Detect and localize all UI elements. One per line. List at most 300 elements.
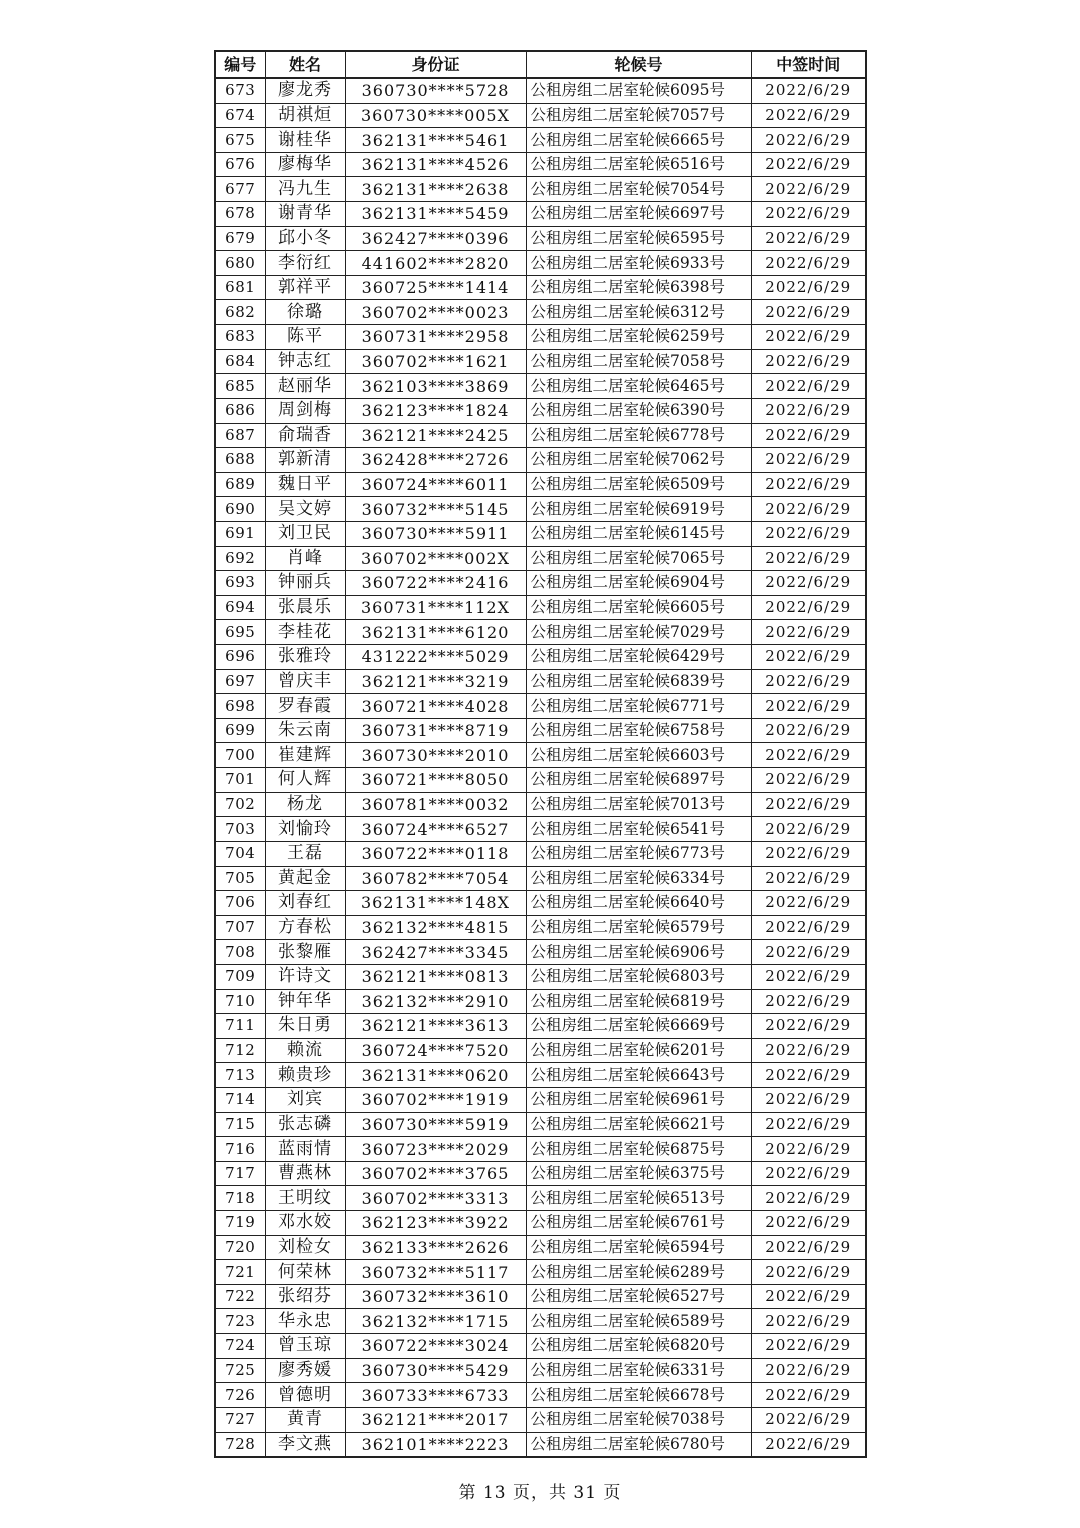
cell-id-card: 360731****112X	[345, 595, 526, 620]
cell-name: 肖峰	[265, 546, 345, 571]
cell-queue-number: 公租房组二居室轮候6145号	[526, 521, 751, 546]
cell-queue-number: 公租房组二居室轮候7062号	[526, 448, 751, 473]
cell-queue-number: 公租房组二居室轮候6621号	[526, 1112, 751, 1137]
cell-queue-number: 公租房组二居室轮候6961号	[526, 1087, 751, 1112]
table-row	[215, 1087, 866, 1112]
cell-no: 695	[215, 620, 265, 645]
table-row	[215, 1161, 866, 1186]
cell-sign-time: 2022/6/29	[751, 497, 866, 522]
cell-id-card: 362131****2638	[345, 177, 526, 202]
cell-no: 719	[215, 1211, 265, 1236]
cell-sign-time: 2022/6/29	[751, 1235, 866, 1260]
cell-no: 714	[215, 1087, 265, 1112]
cell-no: 712	[215, 1038, 265, 1063]
header-no: 编号	[215, 51, 265, 78]
cell-no: 691	[215, 521, 265, 546]
cell-sign-time: 2022/6/29	[751, 940, 866, 965]
cell-sign-time: 2022/6/29	[751, 521, 866, 546]
cell-no: 715	[215, 1112, 265, 1137]
cell-sign-time: 2022/6/29	[751, 128, 866, 153]
table-row	[215, 521, 866, 546]
cell-name: 钟年华	[265, 989, 345, 1014]
cell-id-card: 360731****8719	[345, 718, 526, 743]
cell-no: 710	[215, 989, 265, 1014]
table-row	[215, 1063, 866, 1088]
cell-id-card: 362103****3869	[345, 374, 526, 399]
cell-sign-time: 2022/6/29	[751, 743, 866, 768]
cell-queue-number: 公租房组二居室轮候6513号	[526, 1186, 751, 1211]
cell-no: 717	[215, 1161, 265, 1186]
cell-no: 694	[215, 595, 265, 620]
cell-name: 曾玉琼	[265, 1334, 345, 1359]
cell-no: 684	[215, 349, 265, 374]
cell-name: 廖梅华	[265, 152, 345, 177]
cell-name: 朱日勇	[265, 1014, 345, 1039]
cell-id-card: 362121****2425	[345, 423, 526, 448]
cell-no: 687	[215, 423, 265, 448]
cell-queue-number: 公租房组二居室轮候6429号	[526, 645, 751, 670]
cell-queue-number: 公租房组二居室轮候6595号	[526, 226, 751, 251]
cell-name: 王明纹	[265, 1186, 345, 1211]
cell-name: 邱小冬	[265, 226, 345, 251]
cell-sign-time: 2022/6/29	[751, 866, 866, 891]
cell-name: 周剑梅	[265, 398, 345, 423]
cell-name: 张晨乐	[265, 595, 345, 620]
cell-sign-time: 2022/6/29	[751, 472, 866, 497]
cell-no: 692	[215, 546, 265, 571]
cell-queue-number: 公租房组二居室轮候6771号	[526, 694, 751, 719]
table-row	[215, 202, 866, 227]
cell-id-card: 362132****2910	[345, 989, 526, 1014]
cell-no: 722	[215, 1284, 265, 1309]
cell-queue-number: 公租房组二居室轮候6259号	[526, 325, 751, 350]
cell-sign-time: 2022/6/29	[751, 1161, 866, 1186]
cell-sign-time: 2022/6/29	[751, 1358, 866, 1383]
cell-queue-number: 公租房组二居室轮候6897号	[526, 768, 751, 793]
table-row	[215, 792, 866, 817]
table-row	[215, 866, 866, 891]
cell-name: 赖贵珍	[265, 1063, 345, 1088]
cell-sign-time: 2022/6/29	[751, 349, 866, 374]
cell-id-card: 362428****2726	[345, 448, 526, 473]
cell-id-card: 360722****0118	[345, 841, 526, 866]
cell-no: 727	[215, 1407, 265, 1432]
cell-name: 吴文婷	[265, 497, 345, 522]
table-row	[215, 398, 866, 423]
table-row	[215, 645, 866, 670]
cell-no: 725	[215, 1358, 265, 1383]
cell-id-card: 362121****0813	[345, 964, 526, 989]
cell-name: 刘愉玲	[265, 817, 345, 842]
cell-sign-time: 2022/6/29	[751, 841, 866, 866]
table-row	[215, 743, 866, 768]
cell-sign-time: 2022/6/29	[751, 1038, 866, 1063]
cell-queue-number: 公租房组二居室轮候6665号	[526, 128, 751, 153]
cell-sign-time: 2022/6/29	[751, 1383, 866, 1408]
cell-no: 708	[215, 940, 265, 965]
page-number: 第 13 页，共 31 页	[458, 1483, 622, 1503]
cell-id-card: 362427****0396	[345, 226, 526, 251]
header-sign-time: 中签时间	[751, 51, 866, 78]
cell-sign-time: 2022/6/29	[751, 546, 866, 571]
cell-no: 698	[215, 694, 265, 719]
cell-name: 华永忠	[265, 1309, 345, 1334]
cell-name: 蓝雨情	[265, 1137, 345, 1162]
cell-name: 刘卫民	[265, 521, 345, 546]
table-row	[215, 1235, 866, 1260]
cell-id-card: 362121****3219	[345, 669, 526, 694]
cell-sign-time: 2022/6/29	[751, 202, 866, 227]
cell-no: 709	[215, 964, 265, 989]
cell-sign-time: 2022/6/29	[751, 645, 866, 670]
cell-queue-number: 公租房组二居室轮候6398号	[526, 275, 751, 300]
lottery-results-table	[214, 50, 867, 1458]
cell-sign-time: 2022/6/29	[751, 1137, 866, 1162]
cell-queue-number: 公租房组二居室轮候6334号	[526, 866, 751, 891]
cell-sign-time: 2022/6/29	[751, 300, 866, 325]
cell-no: 680	[215, 251, 265, 276]
table-row	[215, 669, 866, 694]
cell-name: 魏日平	[265, 472, 345, 497]
cell-id-card: 360732****3610	[345, 1284, 526, 1309]
table-row	[215, 915, 866, 940]
cell-id-card: 362133****2626	[345, 1235, 526, 1260]
cell-sign-time: 2022/6/29	[751, 251, 866, 276]
cell-queue-number: 公租房组二居室轮候6803号	[526, 964, 751, 989]
table-row	[215, 1334, 866, 1359]
cell-no: 686	[215, 398, 265, 423]
cell-name: 曾德明	[265, 1383, 345, 1408]
cell-no: 679	[215, 226, 265, 251]
table-row	[215, 226, 866, 251]
cell-name: 曹燕林	[265, 1161, 345, 1186]
cell-sign-time: 2022/6/29	[751, 1014, 866, 1039]
table-row	[215, 989, 866, 1014]
cell-id-card: 360722****3024	[345, 1334, 526, 1359]
cell-name: 谢桂华	[265, 128, 345, 153]
cell-name: 罗春霞	[265, 694, 345, 719]
cell-queue-number: 公租房组二居室轮候6289号	[526, 1260, 751, 1285]
cell-name: 廖龙秀	[265, 78, 345, 103]
cell-queue-number: 公租房组二居室轮候6603号	[526, 743, 751, 768]
cell-no: 681	[215, 275, 265, 300]
cell-id-card: 360702****0023	[345, 300, 526, 325]
table-row	[215, 103, 866, 128]
cell-queue-number: 公租房组二居室轮候6839号	[526, 669, 751, 694]
cell-id-card: 360702****002X	[345, 546, 526, 571]
cell-no: 676	[215, 152, 265, 177]
cell-name: 刘春红	[265, 891, 345, 916]
cell-sign-time: 2022/6/29	[751, 103, 866, 128]
cell-queue-number: 公租房组二居室轮候7029号	[526, 620, 751, 645]
table-row	[215, 1260, 866, 1285]
cell-id-card: 360782****7054	[345, 866, 526, 891]
cell-no: 685	[215, 374, 265, 399]
cell-no: 675	[215, 128, 265, 153]
cell-queue-number: 公租房组二居室轮候6697号	[526, 202, 751, 227]
cell-no: 673	[215, 78, 265, 103]
cell-sign-time: 2022/6/29	[751, 398, 866, 423]
cell-no: 701	[215, 768, 265, 793]
cell-queue-number: 公租房组二居室轮候6819号	[526, 989, 751, 1014]
table-row	[215, 448, 866, 473]
cell-id-card: 360730****5429	[345, 1358, 526, 1383]
cell-id-card: 360781****0032	[345, 792, 526, 817]
table-row	[215, 472, 866, 497]
cell-id-card: 362132****1715	[345, 1309, 526, 1334]
cell-queue-number: 公租房组二居室轮候6527号	[526, 1284, 751, 1309]
cell-id-card: 360730****5911	[345, 521, 526, 546]
cell-no: 689	[215, 472, 265, 497]
cell-queue-number: 公租房组二居室轮候7057号	[526, 103, 751, 128]
cell-id-card: 360731****2958	[345, 325, 526, 350]
cell-no: 690	[215, 497, 265, 522]
cell-sign-time: 2022/6/29	[751, 1211, 866, 1236]
cell-no: 703	[215, 817, 265, 842]
header-name: 姓名	[265, 51, 345, 78]
cell-id-card: 441602****2820	[345, 251, 526, 276]
cell-sign-time: 2022/6/29	[751, 1284, 866, 1309]
cell-queue-number: 公租房组二居室轮候6605号	[526, 595, 751, 620]
cell-name: 刘宾	[265, 1087, 345, 1112]
cell-no: 706	[215, 891, 265, 916]
cell-name: 王磊	[265, 841, 345, 866]
cell-no: 707	[215, 915, 265, 940]
table-row	[215, 1211, 866, 1236]
cell-id-card: 360721****4028	[345, 694, 526, 719]
cell-id-card: 360723****2029	[345, 1137, 526, 1162]
cell-sign-time: 2022/6/29	[751, 571, 866, 596]
table-row	[215, 177, 866, 202]
table-body	[215, 78, 866, 1457]
cell-name: 郭新清	[265, 448, 345, 473]
cell-name: 邓水姣	[265, 1211, 345, 1236]
cell-id-card: 360733****6733	[345, 1383, 526, 1408]
cell-id-card: 362131****0620	[345, 1063, 526, 1088]
cell-id-card: 360702****1621	[345, 349, 526, 374]
cell-no: 697	[215, 669, 265, 694]
cell-id-card: 360702****1919	[345, 1087, 526, 1112]
cell-no: 711	[215, 1014, 265, 1039]
cell-sign-time: 2022/6/29	[751, 423, 866, 448]
cell-sign-time: 2022/6/29	[751, 915, 866, 940]
cell-queue-number: 公租房组二居室轮候6589号	[526, 1309, 751, 1334]
table-row	[215, 275, 866, 300]
cell-sign-time: 2022/6/29	[751, 989, 866, 1014]
cell-no: 723	[215, 1309, 265, 1334]
cell-id-card: 360732****5117	[345, 1260, 526, 1285]
table-row	[215, 595, 866, 620]
cell-sign-time: 2022/6/29	[751, 275, 866, 300]
table-row	[215, 349, 866, 374]
cell-id-card: 431222****5029	[345, 645, 526, 670]
cell-no: 700	[215, 743, 265, 768]
cell-sign-time: 2022/6/29	[751, 1087, 866, 1112]
cell-name: 廖秀媛	[265, 1358, 345, 1383]
cell-no: 688	[215, 448, 265, 473]
cell-name: 徐璐	[265, 300, 345, 325]
cell-sign-time: 2022/6/29	[751, 1186, 866, 1211]
cell-queue-number: 公租房组二居室轮候6465号	[526, 374, 751, 399]
table-row	[215, 374, 866, 399]
cell-name: 崔建辉	[265, 743, 345, 768]
cell-sign-time: 2022/6/29	[751, 891, 866, 916]
table-row	[215, 620, 866, 645]
cell-queue-number: 公租房组二居室轮候6509号	[526, 472, 751, 497]
cell-sign-time: 2022/6/29	[751, 595, 866, 620]
table-row	[215, 1137, 866, 1162]
cell-sign-time: 2022/6/29	[751, 1260, 866, 1285]
cell-queue-number: 公租房组二居室轮候6312号	[526, 300, 751, 325]
table-row	[215, 1383, 866, 1408]
cell-sign-time: 2022/6/29	[751, 694, 866, 719]
cell-no: 724	[215, 1334, 265, 1359]
table-row	[215, 1186, 866, 1211]
cell-no: 682	[215, 300, 265, 325]
cell-sign-time: 2022/6/29	[751, 374, 866, 399]
cell-no: 721	[215, 1260, 265, 1285]
cell-sign-time: 2022/6/29	[751, 1334, 866, 1359]
header-row	[215, 51, 866, 78]
cell-id-card: 360732****5145	[345, 497, 526, 522]
cell-id-card: 360721****8050	[345, 768, 526, 793]
cell-queue-number: 公租房组二居室轮候6640号	[526, 891, 751, 916]
table-row	[215, 78, 866, 103]
cell-queue-number: 公租房组二居室轮候6778号	[526, 423, 751, 448]
cell-name: 张志磷	[265, 1112, 345, 1137]
table-row	[215, 251, 866, 276]
table-row	[215, 1358, 866, 1383]
cell-name: 郭祥平	[265, 275, 345, 300]
cell-id-card: 362427****3345	[345, 940, 526, 965]
cell-queue-number: 公租房组二居室轮候6933号	[526, 251, 751, 276]
cell-name: 张黎雁	[265, 940, 345, 965]
cell-name: 黄起金	[265, 866, 345, 891]
cell-name: 胡祺烜	[265, 103, 345, 128]
cell-id-card: 362131****4526	[345, 152, 526, 177]
table-row	[215, 571, 866, 596]
table-row	[215, 1432, 866, 1457]
cell-queue-number: 公租房组二居室轮候7013号	[526, 792, 751, 817]
cell-name: 赵丽华	[265, 374, 345, 399]
cell-name: 钟志红	[265, 349, 345, 374]
cell-name: 何人辉	[265, 768, 345, 793]
cell-queue-number: 公租房组二居室轮候6875号	[526, 1137, 751, 1162]
table-row	[215, 152, 866, 177]
cell-queue-number: 公租房组二居室轮候6919号	[526, 497, 751, 522]
cell-queue-number: 公租房组二居室轮候6643号	[526, 1063, 751, 1088]
cell-id-card: 362121****3613	[345, 1014, 526, 1039]
cell-sign-time: 2022/6/29	[751, 768, 866, 793]
cell-name: 何荣林	[265, 1260, 345, 1285]
cell-name: 俞瑞香	[265, 423, 345, 448]
header-id-card: 身份证	[345, 51, 526, 78]
cell-name: 杨龙	[265, 792, 345, 817]
cell-no: 693	[215, 571, 265, 596]
cell-no: 702	[215, 792, 265, 817]
cell-name: 张雅玲	[265, 645, 345, 670]
cell-queue-number: 公租房组二居室轮候6904号	[526, 571, 751, 596]
table-row	[215, 128, 866, 153]
cell-name: 李衍红	[265, 251, 345, 276]
cell-name: 黄青	[265, 1407, 345, 1432]
cell-no: 720	[215, 1235, 265, 1260]
cell-id-card: 362131****148X	[345, 891, 526, 916]
cell-queue-number: 公租房组二居室轮候6541号	[526, 817, 751, 842]
cell-sign-time: 2022/6/29	[751, 669, 866, 694]
cell-id-card: 362131****5461	[345, 128, 526, 153]
cell-queue-number: 公租房组二居室轮候6331号	[526, 1358, 751, 1383]
cell-name: 冯九生	[265, 177, 345, 202]
table-row	[215, 423, 866, 448]
cell-no: 683	[215, 325, 265, 350]
cell-name: 刘检女	[265, 1235, 345, 1260]
cell-id-card: 360722****2416	[345, 571, 526, 596]
cell-sign-time: 2022/6/29	[751, 1112, 866, 1137]
cell-queue-number: 公租房组二居室轮候7065号	[526, 546, 751, 571]
table-row	[215, 964, 866, 989]
cell-no: 718	[215, 1186, 265, 1211]
table-row	[215, 1284, 866, 1309]
cell-sign-time: 2022/6/29	[751, 1407, 866, 1432]
table-row	[215, 546, 866, 571]
cell-sign-time: 2022/6/29	[751, 226, 866, 251]
cell-queue-number: 公租房组二居室轮候6761号	[526, 1211, 751, 1236]
cell-name: 钟丽兵	[265, 571, 345, 596]
cell-name: 许诗文	[265, 964, 345, 989]
cell-sign-time: 2022/6/29	[751, 152, 866, 177]
cell-queue-number: 公租房组二居室轮候6375号	[526, 1161, 751, 1186]
table-row	[215, 891, 866, 916]
cell-id-card: 362101****2223	[345, 1432, 526, 1457]
table-row	[215, 1038, 866, 1063]
cell-sign-time: 2022/6/29	[751, 1309, 866, 1334]
cell-id-card: 360730****5728	[345, 78, 526, 103]
cell-queue-number: 公租房组二居室轮候6516号	[526, 152, 751, 177]
cell-queue-number: 公租房组二居室轮候6201号	[526, 1038, 751, 1063]
cell-no: 677	[215, 177, 265, 202]
table-row	[215, 1112, 866, 1137]
cell-queue-number: 公租房组二居室轮候6095号	[526, 78, 751, 103]
cell-sign-time: 2022/6/29	[751, 1432, 866, 1457]
cell-no: 699	[215, 718, 265, 743]
cell-sign-time: 2022/6/29	[751, 792, 866, 817]
table-row	[215, 841, 866, 866]
cell-name: 赖流	[265, 1038, 345, 1063]
cell-no: 696	[215, 645, 265, 670]
cell-id-card: 360702****3313	[345, 1186, 526, 1211]
cell-sign-time: 2022/6/29	[751, 1063, 866, 1088]
cell-id-card: 362123****3922	[345, 1211, 526, 1236]
cell-sign-time: 2022/6/29	[751, 78, 866, 103]
table-row	[215, 718, 866, 743]
cell-queue-number: 公租房组二居室轮候7054号	[526, 177, 751, 202]
cell-no: 674	[215, 103, 265, 128]
cell-id-card: 360730****005X	[345, 103, 526, 128]
cell-queue-number: 公租房组二居室轮候6594号	[526, 1235, 751, 1260]
cell-queue-number: 公租房组二居室轮候6780号	[526, 1432, 751, 1457]
cell-name: 谢青华	[265, 202, 345, 227]
cell-sign-time: 2022/6/29	[751, 964, 866, 989]
cell-queue-number: 公租房组二居室轮候6820号	[526, 1334, 751, 1359]
cell-queue-number: 公租房组二居室轮候6669号	[526, 1014, 751, 1039]
cell-sign-time: 2022/6/29	[751, 325, 866, 350]
cell-queue-number: 公租房组二居室轮候6906号	[526, 940, 751, 965]
table-row	[215, 768, 866, 793]
cell-queue-number: 公租房组二居室轮候6390号	[526, 398, 751, 423]
cell-no: 713	[215, 1063, 265, 1088]
cell-queue-number: 公租房组二居室轮候7058号	[526, 349, 751, 374]
